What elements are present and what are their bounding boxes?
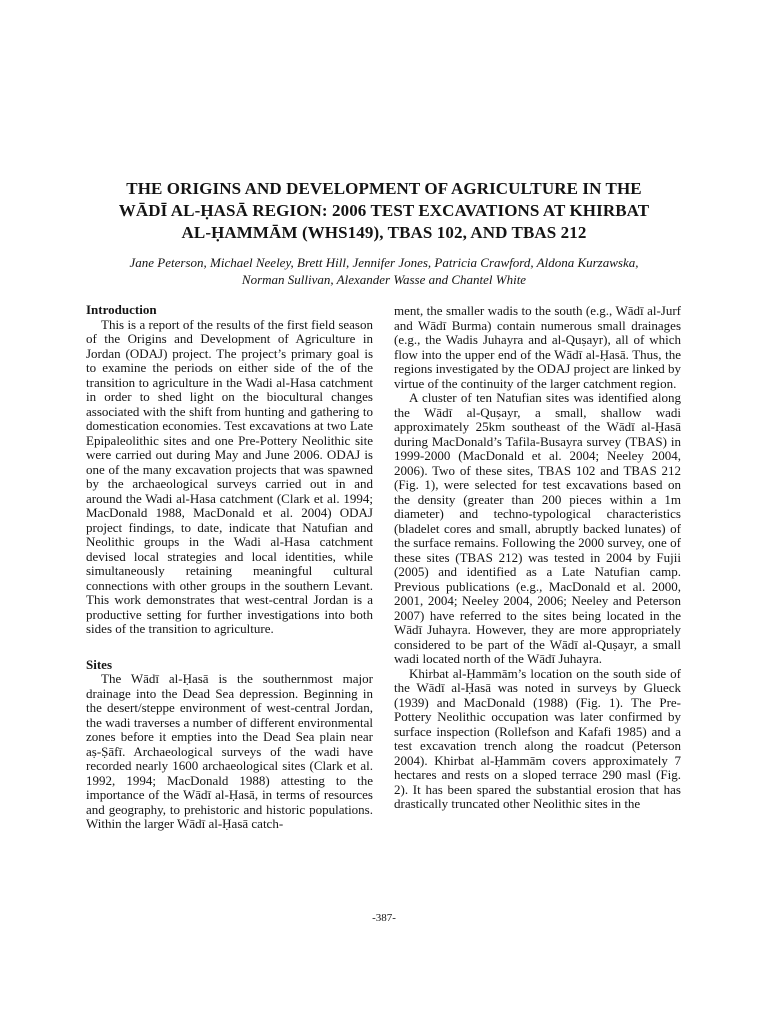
section-heading-introduction: Introduction [86, 302, 157, 317]
title-line: THE ORIGINS AND DEVELOPMENT OF AGRICULTURE IN THE [126, 179, 642, 198]
body-paragraph: A cluster of ten Natufian sites was identified along the Wādī al-Quṣayr, a small, shallow wadi approximately 25km southeast of the Wādī al-Ḥasā during MacDonald’s Tafila-Busayra survey (TBAS) in 1999-2000 (MacDonald et al. 2004; Neeley 2004, 2006). Two of these sites, TBAS 102 and TBAS 212 (Fig. 1), were selected for test excavations based on the density (greater than 200 pieces within a 1m diameter) and techno-typological characteristics (bladelet cores and small, abruptly backed lunates) of the surface remains. Following the 2000 survey, one of these sites (TBAS 212) was tested in 2004 by Fujii (2005) and identified as a Late Natufian camp. Previous publications (e.g., MacDonald et al. 2000, 2001, 2004; Neeley 2004, 2006; Neeley and Peterson 2007) have referred to the sites being located in the Wādī Juhayra. However, they are more appropriately considered to be part of the Wādī al-Quṣayr, a small wadi located north of the Wādī Juhayra. [394, 390, 681, 666]
author-line: Norman Sullivan, Alexander Wasse and Chantel White [241, 272, 527, 287]
right-column [394, 304, 681, 812]
body-paragraph: Khirbat al-Ḥammām’s location on the south side of the Wādī al-Ḥasā was noted in surveys by Glueck (1939) and MacDonald (1988) (Fig. 1). The Pre-Pottery Neolithic occupation was later confirmed by surface inspection (Rollefson and Kafafi 1985) and a test excavation trench along the roadcut (Peterson 2004). Khirbat al-Ḥammām covers approximately 7 hectares and rests on a sloped terrace 290 masl (Fig. 2). It has been spared the substantial erosion that has drastically truncated other Neolithic sites in the [394, 665, 681, 811]
introduction-paragraph: This is a report of the results of the first field season of the Origins and Development of Agriculture in Jordan (ODAJ) project. The project’s primary goal is to examine the periods on either side of the of the transition to agriculture in the Wadi al-Hasa catchment in order to shed light on the biocultural changes associated with the shift from hunting and gathering to domestication economies. Test excavations at two Late Epipaleolithic sites and one Pre-Pottery Neolithic site were carried out during May and June 2006. ODAJ is one of the many excavation projects that was spawned by the archaeological surveys carried out in and around the Wadi al-Hasa catchment (Clark et al. 1994; MacDonald 1988, MacDonald et al. 2004) ODAJ project findings, to date, indicate that Natufian and Neolithic groups in the Wadi al-Hasa catchment devised local strategies and local identities, while simultaneously retaining meaningful cultural connections with other groups in the southern Levant. This work demonstrates that west-central Jordan is a productive setting for further investigations into both sides of the transition to agriculture. [86, 316, 373, 636]
title-line: AL-ḤAMMĀM (WHS149), TBAS 102, AND TBAS 212 [181, 223, 587, 242]
section-heading-sites: Sites [86, 656, 112, 672]
body-paragraph: ment, the smaller wadis to the south (e.g., Wādī al-Jurf and Wādī Burma) contain numerous small drainages (e.g., the Wadis Juhayra and al-Quṣayr), all of which flow into the upper end of the Wādī al-Ḥasā. Thus, the regions investigated by the ODAJ project are linked by virtue of the continuity of the larger catchment region. [394, 303, 681, 391]
article-title [70, 178, 698, 244]
page-number: -387- [372, 912, 396, 924]
left-column [86, 300, 373, 832]
title-line: WĀDĪ AL-ḤASĀ REGION: 2006 TEST EXCAVATIONS AT KHIRBAT [118, 201, 650, 220]
sites-paragraph: The Wādī al-Ḥasā is the southernmost major drainage into the Dead Sea depression. Beginning in the desert/steppe environment of west-central Jordan, the wadi traverses a number of different environmental zones before it empties into the Dead Sea plain near aṣ-Ṣāfī. Archaeological surveys of the wadi have recorded nearly 1600 archaeological sites (Clark et al. 1992, 1994; MacDonald 1988) attesting to the importance of the Wādī al-Ḥasā, in terms of resources and geography, to prehistoric and historic populations. Within the larger Wādī al-Ḥasā catch- [86, 671, 373, 831]
author-list [60, 254, 708, 288]
author-line: Jane Peterson, Michael Neeley, Brett Hill, Jennifer Jones, Patricia Crawford, Aldona Kurzawska, [129, 255, 639, 270]
